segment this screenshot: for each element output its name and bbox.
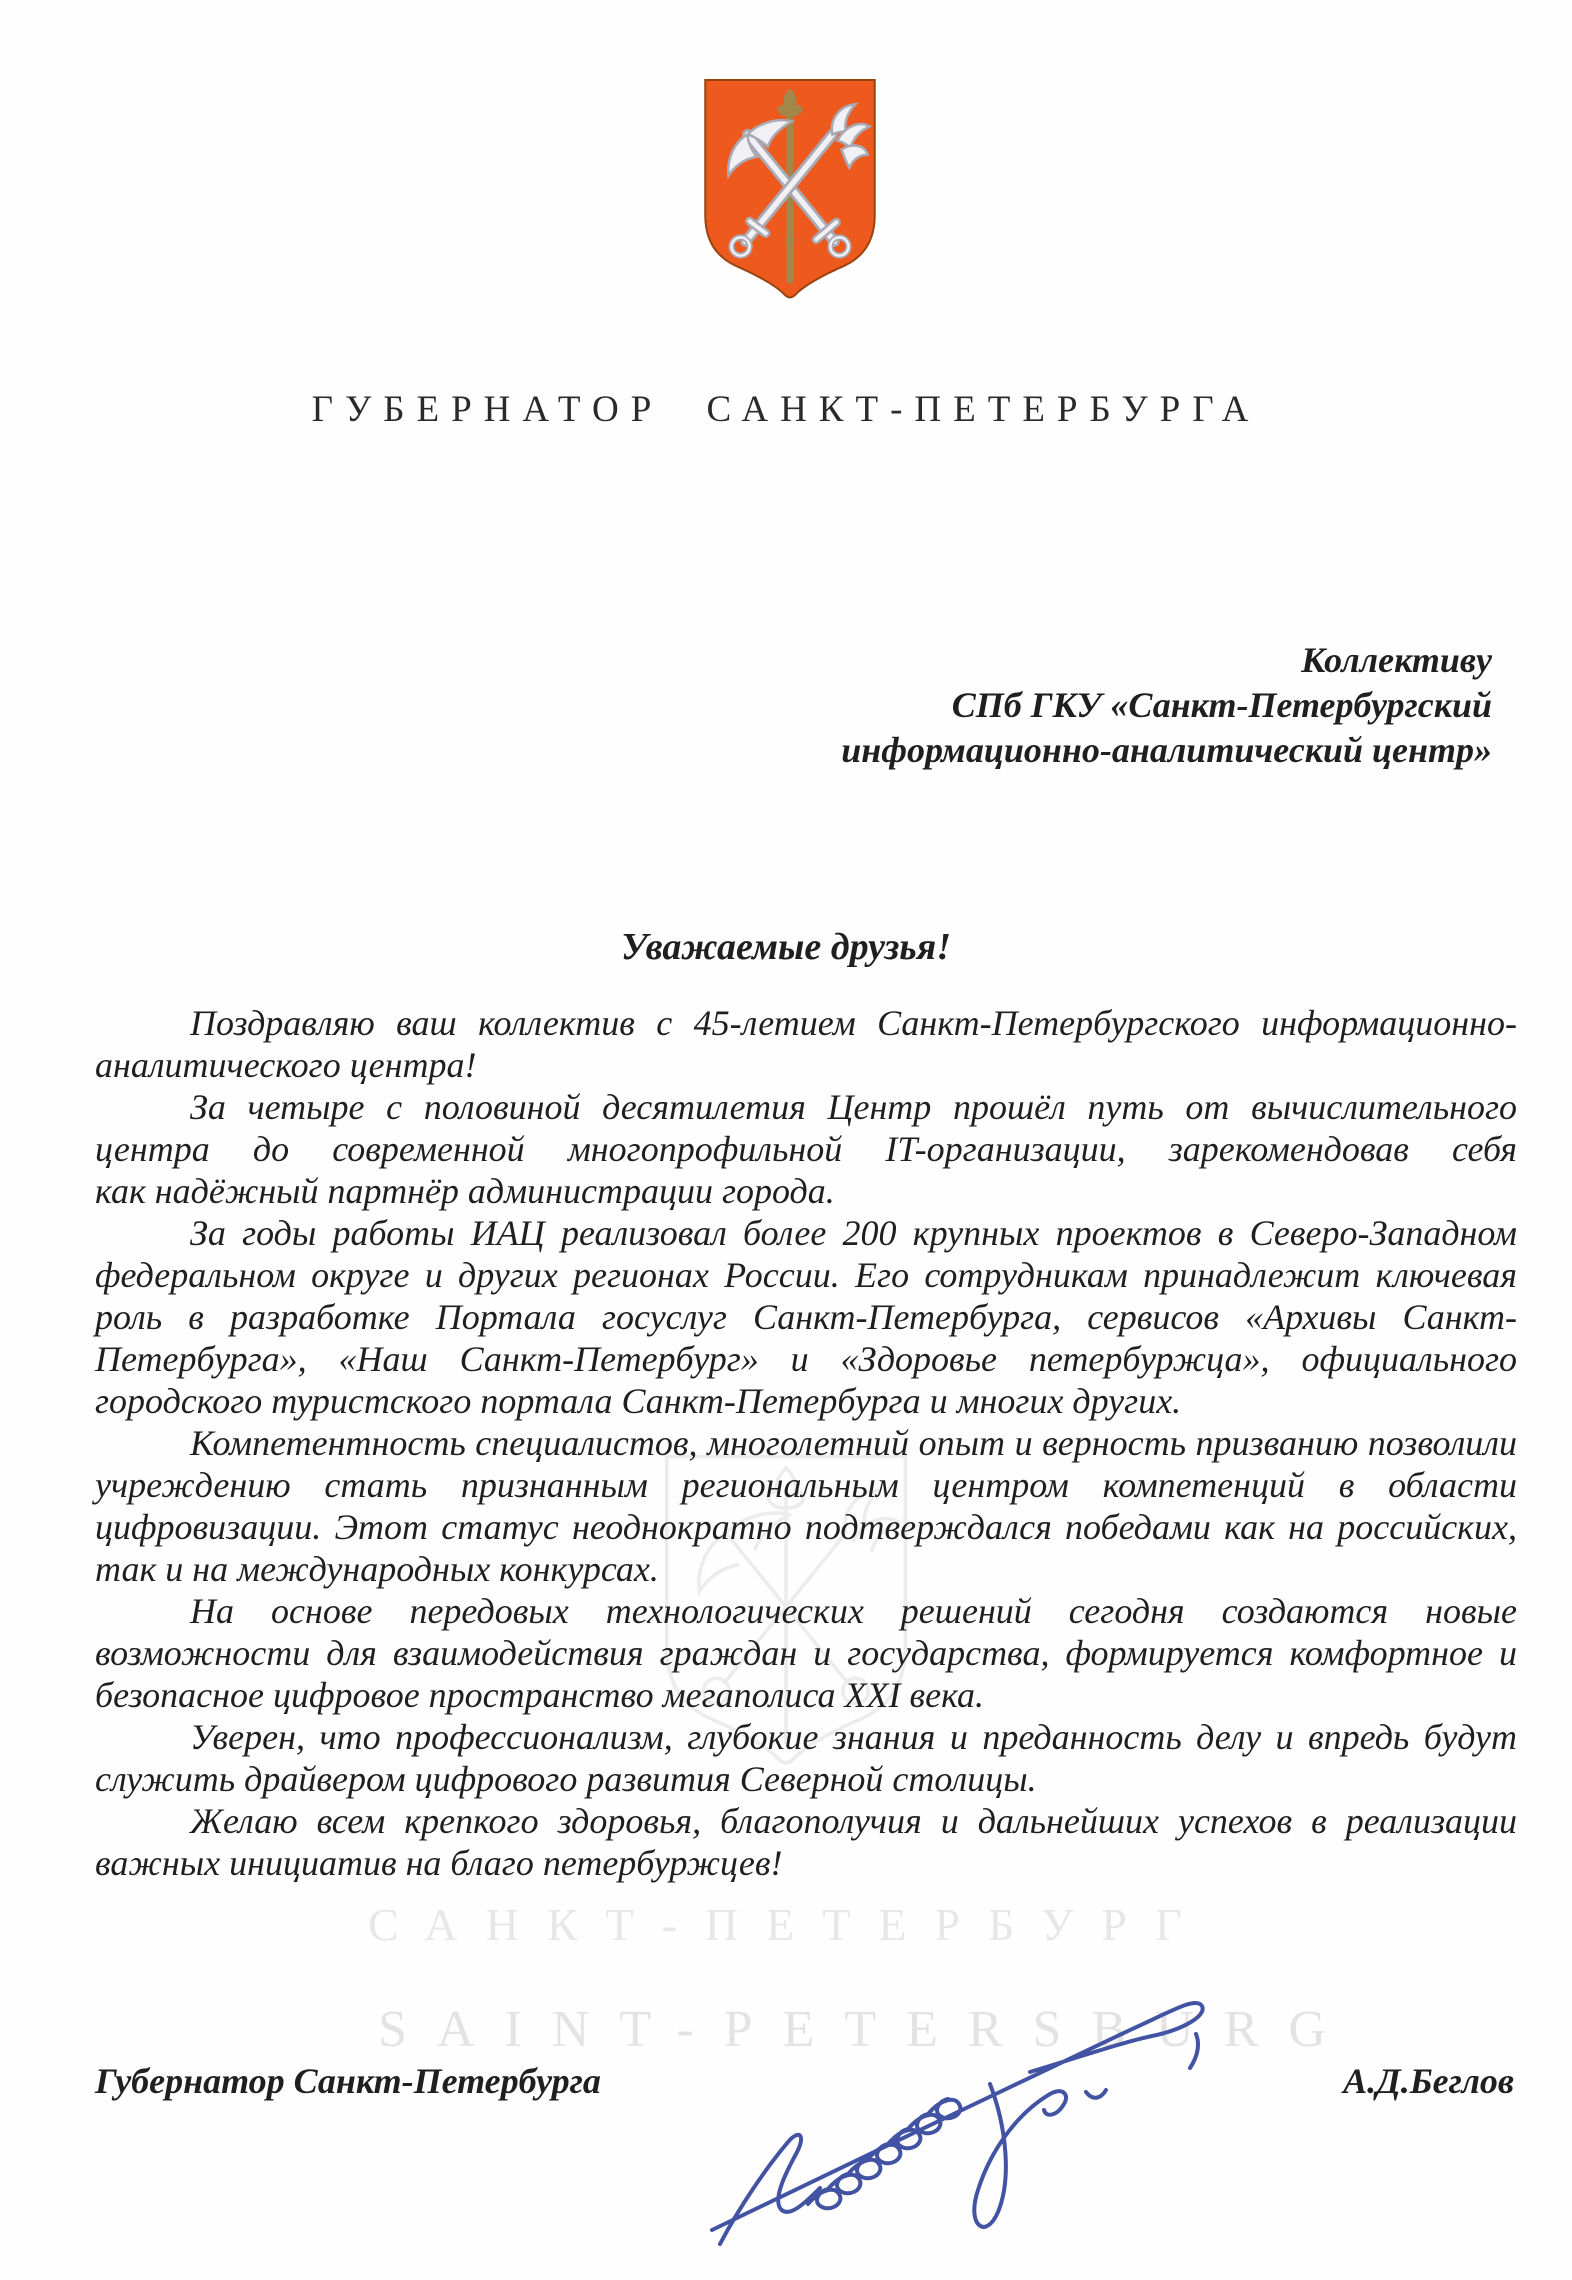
paragraph: За четыре с половиной десятилетия Центр прошёл путь от вычислительного центра до современной многопрофильной IT-организации, зарекомендовав себя как надёжный партнёр администрации города. — [95, 1087, 1517, 1211]
addressee-block — [841, 638, 1492, 773]
watermark-text-ru: САНКТ-ПЕТЕРБУРГ — [368, 1899, 1210, 1950]
watermark-text-en: SAINT-PETERSBURG — [378, 2001, 1356, 2058]
addressee-line: СПб ГКУ «Санкт-Петербургский — [951, 685, 1492, 725]
paragraph: Уверен, что профессионализм, глубокие знания и преданность делу и впредь будут служить драйвером цифрового развития Северной столицы. — [95, 1717, 1517, 1799]
paragraph: За годы работы ИАЦ реализовал более 200 крупных проектов в Северо-Западном федеральном округе и других регионах России. Его сотрудникам принадлежит ключевая роль в разработке Портала госуслуг Санкт-Петербурга, сервисов «Архивы Санкт-Петербурга», «Наш Санкт-Петербург» и «Здоровье петербуржца», официального городского туристского портала Санкт-Петербурга и многих других. — [95, 1213, 1517, 1421]
salutation: Уважаемые друзья! — [620, 926, 951, 968]
letter-body — [95, 1002, 1517, 1884]
signoff-name: А.Д.Беглов — [1343, 2061, 1514, 2101]
letterhead-title: ГУБЕРНАТОР САНКТ-ПЕТЕРБУРГА — [311, 389, 1261, 430]
handwritten-signature-icon — [690, 1972, 1250, 2272]
paragraph: Желаю всем крепкого здоровья, благополучия и дальнейших успехов в реализации важных инициатив на благо петербуржцев! — [95, 1801, 1517, 1883]
spb-coat-of-arms-icon — [697, 74, 883, 304]
addressee-line: Коллективу — [1301, 640, 1492, 680]
paragraph: Поздравляю ваш коллектив с 45-летием Санкт-Петербургского информационно-аналитического центра! — [95, 1003, 1517, 1085]
addressee-line: информационно-аналитический центр» — [841, 730, 1492, 770]
paragraph: На основе передовых технологических решений сегодня создаются новые возможности для взаимодействия граждан и государства, формируется комфортное и безопасное цифровое пространство мегаполиса XXI века. — [95, 1591, 1517, 1715]
paragraph: Компетентность специалистов, многолетний опыт и верность призванию позволили учреждению стать признанным региональным центром компетенций в области цифровизации. Этот статус неоднократно подтверждался победами как на российских, так и на международных конкурсах. — [95, 1423, 1517, 1589]
signoff-position-title: Губернатор Санкт-Петербурга — [95, 2061, 601, 2101]
